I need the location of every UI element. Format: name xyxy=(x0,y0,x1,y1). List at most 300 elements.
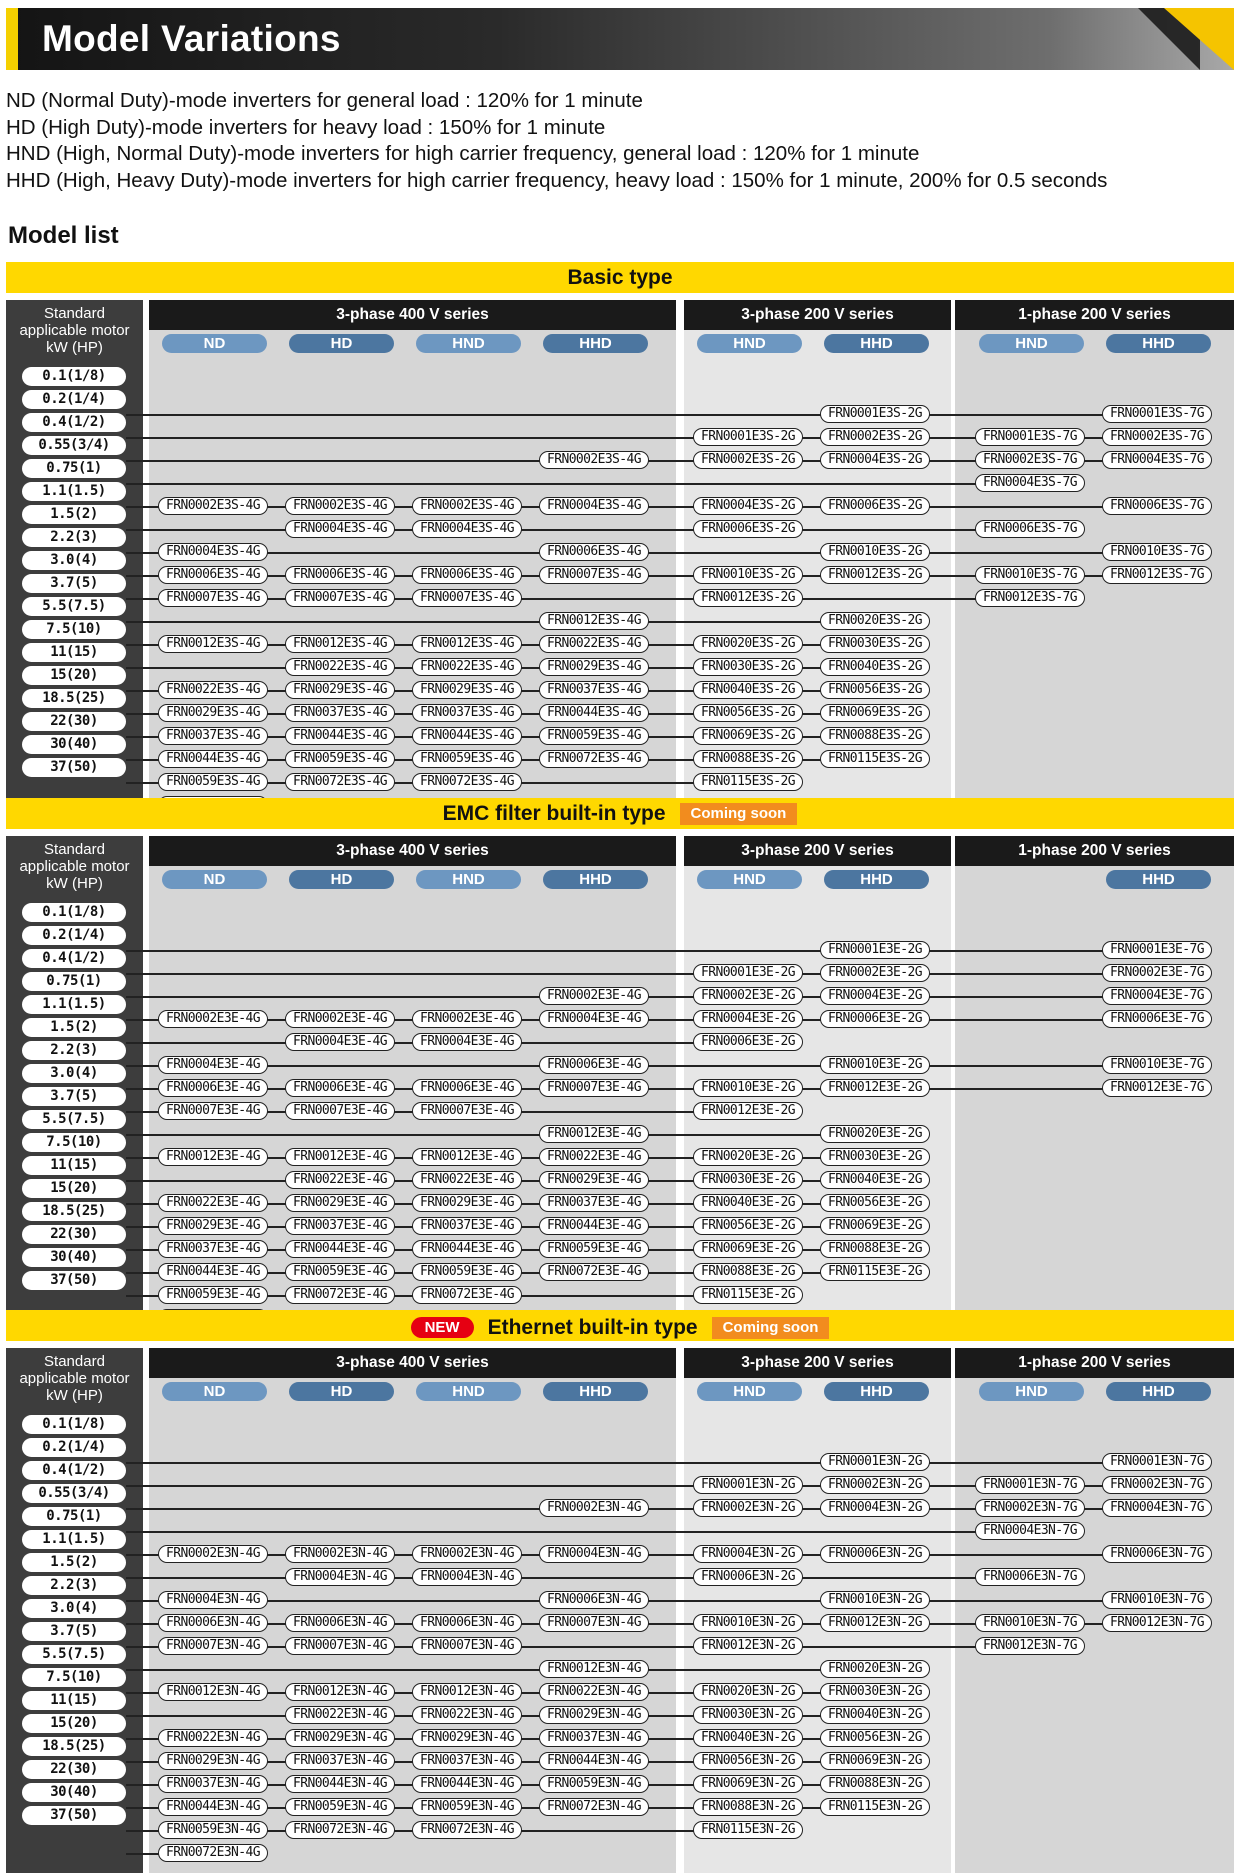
model-code: FRN0044E3N-4G xyxy=(539,1752,649,1770)
motor-rating: 7.5(10) xyxy=(22,1133,126,1152)
model-code: FRN0002E3E-4G xyxy=(539,987,649,1005)
model-code: FRN0006E3S-4G xyxy=(285,566,395,584)
model-code: FRN0010E3E-7G xyxy=(1102,1056,1212,1074)
model-code: FRN0040E3S-2G xyxy=(820,658,930,676)
row-connector-line xyxy=(126,437,1112,439)
model-code: FRN0037E3S-4G xyxy=(285,704,395,722)
model-code: FRN0004E3S-2G xyxy=(693,497,803,515)
model-code: FRN0010E3N-2G xyxy=(693,1614,803,1632)
model-code: FRN0004E3N-4G xyxy=(158,1591,268,1609)
model-code: FRN0020E3E-2G xyxy=(693,1148,803,1166)
model-code: FRN0001E3E-2G xyxy=(820,941,930,959)
model-code: FRN0037E3S-4G xyxy=(412,704,522,722)
motor-rating: 22(30) xyxy=(22,712,126,731)
model-code: FRN0010E3S-7G xyxy=(1102,543,1212,561)
motor-rating: 7.5(10) xyxy=(22,1668,126,1687)
model-code: FRN0029E3S-4G xyxy=(158,704,268,722)
model-code: FRN0044E3S-4G xyxy=(412,727,522,745)
motor-rating: 0.1(1/8) xyxy=(22,903,126,922)
duty-label-hhd: HHD xyxy=(1106,334,1211,353)
model-code: FRN0056E3S-2G xyxy=(693,704,803,722)
model-code: FRN0006E3S-4G xyxy=(158,566,268,584)
model-code: FRN0059E3E-4G xyxy=(539,1240,649,1258)
model-code: FRN0012E3N-4G xyxy=(285,1683,395,1701)
model-code: FRN0037E3E-4G xyxy=(539,1194,649,1212)
series-background xyxy=(149,300,676,825)
duty-label-hhd: HHD xyxy=(543,1382,648,1401)
model-code: FRN0001E3S-7G xyxy=(975,428,1085,446)
model-code: FRN0072E3S-4G xyxy=(539,750,649,768)
duty-label-hhd: HHD xyxy=(543,870,648,889)
motor-header-line: applicable motor xyxy=(19,858,130,875)
model-code: FRN0040E3E-2G xyxy=(820,1171,930,1189)
model-code: FRN0022E3S-4G xyxy=(412,658,522,676)
model-code: FRN0037E3S-4G xyxy=(158,727,268,745)
model-code: FRN0001E3N-7G xyxy=(1102,1453,1212,1471)
model-code: FRN0012E3N-4G xyxy=(412,1683,522,1701)
model-code: FRN0002E3E-2G xyxy=(693,987,803,1005)
model-code: FRN0002E3S-2G xyxy=(820,428,930,446)
motor-rating: 0.2(1/4) xyxy=(22,390,126,409)
model-code: FRN0012E3S-2G xyxy=(820,566,930,584)
model-code: FRN0012E3S-2G xyxy=(693,589,803,607)
model-code: FRN0029E3S-4G xyxy=(285,681,395,699)
model-code: FRN0010E3N-7G xyxy=(975,1614,1085,1632)
model-code: FRN0059E3N-4G xyxy=(158,1821,268,1839)
model-code: FRN0044E3E-4G xyxy=(412,1240,522,1258)
model-code: FRN0115E3E-2G xyxy=(820,1263,930,1281)
model-code: FRN0006E3E-4G xyxy=(285,1079,395,1097)
motor-rating: 11(15) xyxy=(22,643,126,662)
model-code: FRN0072E3N-4G xyxy=(412,1821,522,1839)
model-code: FRN0022E3N-4G xyxy=(412,1706,522,1724)
model-code: FRN0056E3N-2G xyxy=(820,1729,930,1747)
model-code: FRN0002E3S-7G xyxy=(1102,428,1212,446)
motor-rating: 0.4(1/2) xyxy=(22,949,126,968)
row-connector-line xyxy=(126,973,1112,975)
section-title: Ethernet built-in type xyxy=(487,1316,698,1339)
model-code: FRN0006E3N-4G xyxy=(158,1614,268,1632)
model-code: FRN0069E3S-2G xyxy=(820,704,930,722)
series-header: 3-phase 200 V series xyxy=(684,836,951,866)
series-header: 3-phase 200 V series xyxy=(684,300,951,330)
model-code: FRN0022E3S-4G xyxy=(158,681,268,699)
motor-rating: 0.75(1) xyxy=(22,459,126,478)
row-connector-line xyxy=(126,1531,985,1533)
motor-rating: 18.5(25) xyxy=(22,1202,126,1221)
motor-rating: 1.5(2) xyxy=(22,505,126,524)
model-code: FRN0007E3S-4G xyxy=(539,566,649,584)
model-code: FRN0002E3S-4G xyxy=(539,451,649,469)
model-code: FRN0007E3N-4G xyxy=(285,1637,395,1655)
motor-rating: 18.5(25) xyxy=(22,689,126,708)
duty-label-hhd: HHD xyxy=(824,1382,929,1401)
motor-rating: 0.4(1/2) xyxy=(22,1461,126,1480)
model-code: FRN0006E3E-4G xyxy=(158,1079,268,1097)
model-code: FRN0044E3N-4G xyxy=(412,1775,522,1793)
motor-rating: 3.0(4) xyxy=(22,1599,126,1618)
duty-label-hd: HD xyxy=(289,870,394,889)
model-code: FRN0072E3E-4G xyxy=(539,1263,649,1281)
model-code: FRN0040E3N-2G xyxy=(693,1729,803,1747)
model-code: FRN0007E3N-4G xyxy=(539,1614,649,1632)
model-code: FRN0006E3E-4G xyxy=(412,1079,522,1097)
section-title-bar xyxy=(6,798,1234,829)
model-code: FRN0020E3S-2G xyxy=(820,612,930,630)
model-list-heading: Model list xyxy=(8,222,119,249)
motor-rating: 3.0(4) xyxy=(22,551,126,570)
model-code: FRN0002E3N-2G xyxy=(693,1499,803,1517)
model-code: FRN0115E3N-2G xyxy=(693,1821,803,1839)
model-code: FRN0044E3S-4G xyxy=(285,727,395,745)
model-code: FRN0006E3N-7G xyxy=(975,1568,1085,1586)
motor-rating: 0.55(3/4) xyxy=(22,436,126,455)
model-code: FRN0002E3N-4G xyxy=(412,1545,522,1563)
model-code: FRN0006E3S-7G xyxy=(1102,497,1212,515)
model-code: FRN0088E3E-2G xyxy=(820,1240,930,1258)
model-code: FRN0004E3S-4G xyxy=(285,520,395,538)
motor-rating: 3.7(5) xyxy=(22,574,126,593)
section-title: Basic type xyxy=(567,266,673,289)
section-2 xyxy=(6,798,1234,1338)
duty-label-hnd: HND xyxy=(697,1382,802,1401)
motor-header-line: Standard xyxy=(44,305,105,322)
model-code: FRN0029E3S-4G xyxy=(539,658,649,676)
model-code: FRN0010E3N-2G xyxy=(820,1591,930,1609)
model-code: FRN0020E3E-2G xyxy=(820,1125,930,1143)
model-code: FRN0115E3S-2G xyxy=(820,750,930,768)
model-code: FRN0006E3S-4G xyxy=(539,543,649,561)
motor-rating: 30(40) xyxy=(22,1783,126,1802)
model-code: FRN0001E3E-7G xyxy=(1102,941,1212,959)
model-code: FRN0004E3S-2G xyxy=(820,451,930,469)
model-code: FRN0030E3E-2G xyxy=(693,1171,803,1189)
model-code: FRN0004E3N-4G xyxy=(539,1545,649,1563)
model-code: FRN0029E3E-4G xyxy=(539,1171,649,1189)
motor-rating: 0.2(1/4) xyxy=(22,1438,126,1457)
model-code: FRN0072E3N-4G xyxy=(158,1844,268,1862)
model-code: FRN0012E3S-4G xyxy=(412,635,522,653)
model-code: FRN0022E3S-4G xyxy=(539,635,649,653)
motor-header-line: kW (HP) xyxy=(46,875,103,892)
desc-line-nd: ND (Normal Duty)-mode inverters for general load : 120% for 1 minute xyxy=(6,89,643,112)
model-code: FRN0006E3N-4G xyxy=(285,1614,395,1632)
duty-label-nd: ND xyxy=(162,1382,267,1401)
model-code: FRN0006E3N-4G xyxy=(412,1614,522,1632)
series-header: 3-phase 400 V series xyxy=(149,1348,676,1378)
model-code: FRN0002E3E-7G xyxy=(1102,964,1212,982)
series-header: 3-phase 400 V series xyxy=(149,300,676,330)
model-code: FRN0030E3E-2G xyxy=(820,1148,930,1166)
duty-label-hnd: HND xyxy=(979,334,1084,353)
model-code: FRN0037E3S-4G xyxy=(539,681,649,699)
model-code: FRN0002E3S-7G xyxy=(975,451,1085,469)
model-code: FRN0012E3N-7G xyxy=(975,1637,1085,1655)
model-code: FRN0069E3N-2G xyxy=(820,1752,930,1770)
model-code: FRN0012E3E-7G xyxy=(1102,1079,1212,1097)
model-code: FRN0029E3N-4G xyxy=(285,1729,395,1747)
row-connector-line xyxy=(126,1485,1112,1487)
motor-header-line: kW (HP) xyxy=(46,1387,103,1404)
model-code: FRN0022E3S-4G xyxy=(285,658,395,676)
model-code: FRN0037E3N-4G xyxy=(412,1752,522,1770)
banner-yellow-triangle xyxy=(1164,8,1234,70)
motor-rating: 1.1(1.5) xyxy=(22,1530,126,1549)
model-code: FRN0037E3N-4G xyxy=(285,1752,395,1770)
model-code: FRN0020E3S-2G xyxy=(693,635,803,653)
model-code: FRN0012E3E-2G xyxy=(693,1102,803,1120)
model-code: FRN0012E3N-4G xyxy=(539,1660,649,1678)
model-code: FRN0002E3E-4G xyxy=(158,1010,268,1028)
model-code: FRN0006E3E-7G xyxy=(1102,1010,1212,1028)
motor-rating: 3.7(5) xyxy=(22,1622,126,1641)
model-code: FRN0012E3S-7G xyxy=(975,589,1085,607)
model-code: FRN0004E3S-7G xyxy=(975,474,1085,492)
model-code: FRN0006E3E-2G xyxy=(820,1010,930,1028)
row-connector-line xyxy=(126,621,830,623)
motor-rating: 2.2(3) xyxy=(22,1041,126,1060)
motor-rating: 1.1(1.5) xyxy=(22,995,126,1014)
model-code: FRN0010E3S-2G xyxy=(820,543,930,561)
motor-rating: 18.5(25) xyxy=(22,1737,126,1756)
model-code: FRN0040E3E-2G xyxy=(693,1194,803,1212)
model-code: FRN0059E3E-4G xyxy=(285,1263,395,1281)
model-code: FRN0044E3N-4G xyxy=(285,1775,395,1793)
model-code: FRN0004E3S-7G xyxy=(1102,451,1212,469)
motor-rating: 2.2(3) xyxy=(22,528,126,547)
model-code: FRN0002E3S-2G xyxy=(693,451,803,469)
model-code: FRN0088E3N-2G xyxy=(820,1775,930,1793)
motor-rating: 0.1(1/8) xyxy=(22,1415,126,1434)
motor-rating: 37(50) xyxy=(22,1271,126,1290)
model-code: FRN0022E3N-4G xyxy=(158,1729,268,1747)
model-code: FRN0012E3N-7G xyxy=(1102,1614,1212,1632)
model-code: FRN0037E3E-4G xyxy=(412,1217,522,1235)
desc-line-hhd: HHD (High, Heavy Duty)-mode inverters for high carrier frequency, heavy load : 150% for 1 minute, 200% for 0.5 seconds xyxy=(6,168,1108,192)
motor-column xyxy=(6,836,143,1338)
duty-label-hd: HD xyxy=(289,1382,394,1401)
model-code: FRN0012E3N-2G xyxy=(693,1637,803,1655)
duty-label-nd: ND xyxy=(162,334,267,353)
model-code: FRN0001E3N-2G xyxy=(820,1453,930,1471)
model-code: FRN0072E3S-4G xyxy=(285,773,395,791)
model-code: FRN0004E3E-4G xyxy=(412,1033,522,1051)
model-code: FRN0012E3E-4G xyxy=(539,1125,649,1143)
model-code: FRN0006E3S-7G xyxy=(975,520,1085,538)
series-header: 3-phase 400 V series xyxy=(149,836,676,866)
model-code: FRN0004E3S-4G xyxy=(158,543,268,561)
motor-header-line: Standard xyxy=(44,1353,105,1370)
model-code: FRN0010E3S-2G xyxy=(693,566,803,584)
motor-rating: 22(30) xyxy=(22,1760,126,1779)
model-code: FRN0007E3E-4G xyxy=(539,1079,649,1097)
model-code: FRN0006E3N-7G xyxy=(1102,1545,1212,1563)
model-code: FRN0022E3E-4G xyxy=(539,1148,649,1166)
motor-rating: 11(15) xyxy=(22,1156,126,1175)
model-code: FRN0022E3E-4G xyxy=(412,1171,522,1189)
motor-rating: 15(20) xyxy=(22,666,126,685)
model-code: FRN0029E3N-4G xyxy=(158,1752,268,1770)
section-title-bar xyxy=(6,1310,1234,1341)
model-code: FRN0002E3E-4G xyxy=(412,1010,522,1028)
model-code: FRN0001E3N-7G xyxy=(975,1476,1085,1494)
model-code: FRN0069E3N-2G xyxy=(693,1775,803,1793)
motor-rating: 1.5(2) xyxy=(22,1018,126,1037)
model-code: FRN0069E3S-2G xyxy=(693,727,803,745)
model-code: FRN0029E3E-4G xyxy=(285,1194,395,1212)
model-code: FRN0004E3N-2G xyxy=(820,1499,930,1517)
section-1 xyxy=(6,262,1234,825)
model-code: FRN0037E3N-4G xyxy=(539,1729,649,1747)
model-code: FRN0010E3S-7G xyxy=(975,566,1085,584)
motor-rating: 0.75(1) xyxy=(22,1507,126,1526)
row-connector-line xyxy=(126,1669,830,1671)
model-code: FRN0059E3N-4G xyxy=(412,1798,522,1816)
duty-label-hd: HD xyxy=(289,334,394,353)
coming-soon-badge: Coming soon xyxy=(712,1317,830,1339)
model-code: FRN0072E3S-4G xyxy=(412,773,522,791)
model-code: FRN0072E3N-4G xyxy=(539,1798,649,1816)
model-code: FRN0037E3N-4G xyxy=(158,1775,268,1793)
model-code: FRN0007E3E-4G xyxy=(158,1102,268,1120)
model-code: FRN0088E3S-2G xyxy=(820,727,930,745)
series-background xyxy=(684,300,951,825)
motor-rating: 5.5(7.5) xyxy=(22,1645,126,1664)
motor-rating: 30(40) xyxy=(22,735,126,754)
model-code: FRN0004E3S-4G xyxy=(539,497,649,515)
model-code: FRN0004E3E-4G xyxy=(285,1033,395,1051)
model-code: FRN0006E3S-2G xyxy=(820,497,930,515)
model-code: FRN0012E3N-2G xyxy=(820,1614,930,1632)
motor-rating: 22(30) xyxy=(22,1225,126,1244)
model-code: FRN0002E3N-4G xyxy=(539,1499,649,1517)
model-code: FRN0012E3S-4G xyxy=(285,635,395,653)
model-code: FRN0004E3E-4G xyxy=(158,1056,268,1074)
series-background xyxy=(955,300,1234,825)
model-code: FRN0002E3N-4G xyxy=(285,1545,395,1563)
duty-label-hhd: HHD xyxy=(1106,1382,1211,1401)
duty-label-hnd: HND xyxy=(697,334,802,353)
model-code: FRN0115E3S-2G xyxy=(693,773,803,791)
model-code: FRN0059E3S-4G xyxy=(539,727,649,745)
model-code: FRN0020E3N-2G xyxy=(820,1660,930,1678)
model-code: FRN0004E3N-4G xyxy=(285,1568,395,1586)
model-code: FRN0004E3E-2G xyxy=(693,1010,803,1028)
model-code: FRN0001E3E-2G xyxy=(693,964,803,982)
motor-rating: 15(20) xyxy=(22,1179,126,1198)
model-code: FRN0030E3S-2G xyxy=(820,635,930,653)
model-code: FRN0030E3N-2G xyxy=(693,1706,803,1724)
motor-rating: 3.7(5) xyxy=(22,1087,126,1106)
page-title: Model Variations xyxy=(42,18,341,59)
motor-header-line: applicable motor xyxy=(19,1370,130,1387)
model-code: FRN0002E3S-4G xyxy=(285,497,395,515)
model-code: FRN0007E3N-4G xyxy=(158,1637,268,1655)
motor-header xyxy=(6,836,143,892)
model-code: FRN0012E3S-4G xyxy=(158,635,268,653)
section-title-bar xyxy=(6,262,1234,293)
coming-soon-badge: Coming soon xyxy=(680,803,798,825)
model-code: FRN0029E3N-4G xyxy=(539,1706,649,1724)
duty-label-hnd: HND xyxy=(416,334,521,353)
series-background xyxy=(955,1348,1234,1873)
motor-column xyxy=(6,300,143,825)
model-code: FRN0044E3N-4G xyxy=(158,1798,268,1816)
model-code: FRN0012E3E-4G xyxy=(412,1148,522,1166)
motor-rating: 5.5(7.5) xyxy=(22,597,126,616)
motor-rating: 0.4(1/2) xyxy=(22,413,126,432)
model-code: FRN0059E3S-4G xyxy=(285,750,395,768)
model-code: FRN0006E3E-2G xyxy=(693,1033,803,1051)
model-code: FRN0010E3E-2G xyxy=(820,1056,930,1074)
model-code: FRN0006E3E-4G xyxy=(539,1056,649,1074)
desc-line-hnd: HND (High, Normal Duty)-mode inverters for high carrier frequency, general load : 120% for 1 minute xyxy=(6,142,920,165)
model-code: FRN0072E3E-4G xyxy=(285,1286,395,1304)
duty-label-hhd: HHD xyxy=(1106,870,1211,889)
motor-rating: 1.5(2) xyxy=(22,1553,126,1572)
motor-rating: 15(20) xyxy=(22,1714,126,1733)
model-code: FRN0004E3E-4G xyxy=(539,1010,649,1028)
model-code: FRN0069E3E-2G xyxy=(820,1217,930,1235)
model-code: FRN0001E3S-7G xyxy=(1102,405,1212,423)
new-badge: NEW xyxy=(411,1317,474,1338)
model-code: FRN0115E3E-2G xyxy=(693,1286,803,1304)
duty-label-hnd: HND xyxy=(416,1382,521,1401)
model-code: FRN0007E3E-4G xyxy=(285,1102,395,1120)
model-code: FRN0115E3N-2G xyxy=(820,1798,930,1816)
model-code: FRN0001E3N-2G xyxy=(693,1476,803,1494)
motor-rating: 0.75(1) xyxy=(22,972,126,991)
series-background xyxy=(149,1348,676,1873)
model-code: FRN0004E3E-7G xyxy=(1102,987,1212,1005)
model-code: FRN0002E3S-4G xyxy=(412,497,522,515)
model-code: FRN0001E3S-2G xyxy=(693,428,803,446)
title-banner xyxy=(6,8,1234,70)
series-header: 3-phase 200 V series xyxy=(684,1348,951,1378)
model-code: FRN0006E3N-2G xyxy=(693,1568,803,1586)
model-code: FRN0029E3E-4G xyxy=(412,1194,522,1212)
model-code: FRN0004E3E-2G xyxy=(820,987,930,1005)
model-code: FRN0007E3N-4G xyxy=(412,1637,522,1655)
model-code: FRN0002E3E-4G xyxy=(285,1010,395,1028)
model-code: FRN0069E3E-2G xyxy=(693,1240,803,1258)
duty-label-hhd: HHD xyxy=(543,334,648,353)
motor-rating: 5.5(7.5) xyxy=(22,1110,126,1129)
model-code: FRN0012E3E-2G xyxy=(820,1079,930,1097)
duty-label-hhd: HHD xyxy=(824,334,929,353)
motor-rating: 1.1(1.5) xyxy=(22,482,126,501)
model-code: FRN0029E3S-4G xyxy=(412,681,522,699)
model-code: FRN0010E3E-2G xyxy=(693,1079,803,1097)
model-code: FRN0001E3S-2G xyxy=(820,405,930,423)
model-code: FRN0006E3S-2G xyxy=(693,520,803,538)
model-code: FRN0006E3N-4G xyxy=(539,1591,649,1609)
model-code: FRN0037E3E-4G xyxy=(158,1240,268,1258)
model-code: FRN0059E3N-4G xyxy=(285,1798,395,1816)
duty-label-nd: ND xyxy=(162,870,267,889)
model-code: FRN0012E3S-4G xyxy=(539,612,649,630)
motor-rating: 0.1(1/8) xyxy=(22,367,126,386)
model-code: FRN0044E3S-4G xyxy=(539,704,649,722)
model-code: FRN0059E3N-4G xyxy=(539,1775,649,1793)
model-code: FRN0044E3E-4G xyxy=(539,1217,649,1235)
model-code: FRN0002E3N-7G xyxy=(1102,1476,1212,1494)
motor-rating: 11(15) xyxy=(22,1691,126,1710)
duty-description xyxy=(6,88,1107,194)
banner-accent-stripe xyxy=(6,8,18,70)
model-code: FRN0059E3S-4G xyxy=(158,773,268,791)
model-code: FRN0012E3N-4G xyxy=(158,1683,268,1701)
